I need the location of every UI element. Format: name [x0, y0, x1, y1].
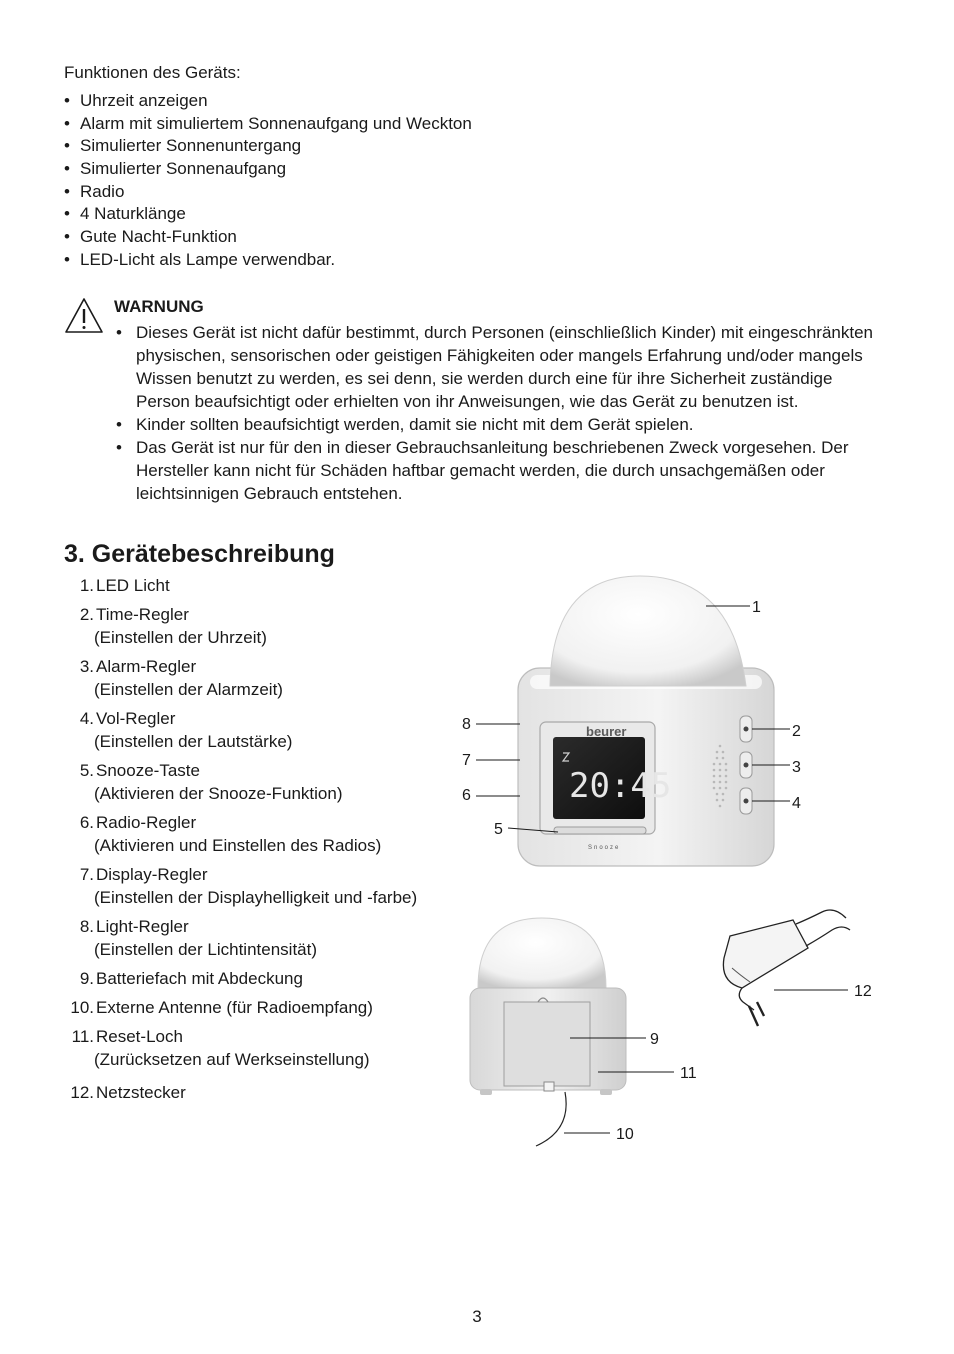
part-description: (Aktivieren und Einstellen des Radios)	[94, 835, 382, 855]
warning-title: WARNUNG	[114, 297, 204, 316]
part-name: LED Licht	[96, 576, 170, 595]
part-number: 3.	[79, 657, 94, 676]
device-illustration	[440, 570, 900, 1170]
display-time: 20:45	[569, 766, 672, 806]
section-title: 3. Gerätebeschreibung	[64, 540, 335, 568]
part-name: Alarm-Regler	[96, 657, 197, 676]
feature-item: • 4 Naturklänge	[64, 203, 472, 226]
part-item	[64, 604, 267, 649]
part-item	[64, 864, 417, 909]
brand-logo: beurer	[586, 724, 627, 739]
part-description: (Einstellen der Displayhelligkeit und -farbe)	[94, 887, 418, 907]
feature-item: • Gute Nacht-Funktion	[64, 226, 472, 249]
part-description: (Einstellen der Uhrzeit)	[94, 627, 267, 647]
part-name: Vol-Regler	[96, 709, 176, 728]
side-buttons	[740, 716, 752, 814]
features-list	[64, 90, 472, 272]
part-description: (Einstellen der Lichtintensität)	[94, 939, 318, 959]
features-intro: Funktionen des Geräts:	[64, 63, 241, 82]
callout-12: 12	[854, 983, 872, 1000]
part-description: (Zurücksetzen auf Werkseinstellung)	[94, 1049, 370, 1069]
feature-item: • Radio	[64, 181, 472, 204]
part-number: 11.	[71, 1027, 94, 1046]
callout-5: 5	[494, 821, 503, 838]
part-number: 12.	[70, 1083, 94, 1102]
callout-2: 2	[792, 723, 801, 740]
feature-item: • Simulierter Sonnenuntergang	[64, 135, 472, 158]
part-name: Netzstecker	[96, 1083, 186, 1102]
antenna-wire	[536, 1092, 566, 1146]
feature-item: • Alarm mit simuliertem Sonnenaufgang und Weckton	[64, 113, 472, 136]
feature-item: • LED-Licht als Lampe verwendbar.	[64, 249, 472, 272]
part-item	[64, 1082, 186, 1105]
part-name: Batteriefach mit Abdeckung	[96, 969, 303, 988]
part-name: Time-Regler	[96, 605, 189, 624]
callout-11: 11	[680, 1065, 697, 1082]
page-number: 3	[472, 1307, 482, 1326]
warning-item: • Dieses Gerät ist nicht dafür bestimmt, durch Personen (einschließlich Kinder) mit eingeschränkten physischen, sensorischen oder geistigen Fähigkeiten oder mangels Erfahrung und/oder mangels Wissen benutzt zu werden, es sei denn, sie werden durch eine für ihre Sicherheit zuständige Person beaufsichtigt oder erhielten von ihr Anweisungen, wie das Gerät zu benutzen ist.	[114, 321, 884, 413]
part-number: 4.	[79, 709, 94, 728]
callout-3: 3	[792, 759, 801, 776]
part-number: 2.	[79, 605, 94, 624]
part-number: 7.	[79, 865, 94, 884]
part-description: (Einstellen der Alarmzeit)	[94, 679, 283, 699]
part-description: (Aktivieren der Snooze-Funktion)	[94, 783, 343, 803]
device-back	[470, 918, 626, 1146]
warning-item: • Kinder sollten beaufsichtigt werden, damit sie nicht mit dem Gerät spielen.	[114, 413, 884, 436]
part-description: (Einstellen der Lautstärke)	[94, 731, 293, 751]
part-number: 1.	[79, 576, 94, 595]
part-item	[64, 760, 343, 805]
callout-8: 8	[462, 716, 471, 733]
callout-9: 9	[650, 1031, 659, 1048]
part-name: Externe Antenne (für Radioempfang)	[96, 998, 373, 1017]
part-name: Light-Regler	[96, 917, 189, 936]
part-number: 8.	[79, 917, 94, 936]
part-number: 9.	[79, 969, 94, 988]
part-name: Display-Regler	[96, 865, 208, 884]
part-item	[64, 1026, 370, 1071]
feature-item: • Simulierter Sonnenaufgang	[64, 158, 472, 181]
warning-item: • Das Gerät ist nur für den in dieser Gebrauchsanleitung beschriebenen Zweck vorgesehen. Der Hersteller kann nicht für Schäden haftbar gemacht werden, die durch unsachgemäßen oder leichtsinnigen Gebrauch entstehen.	[114, 436, 884, 505]
part-item	[64, 997, 373, 1020]
part-item	[64, 656, 283, 701]
callout-1: 1	[752, 599, 761, 616]
part-number: 6.	[79, 813, 94, 832]
part-item	[64, 708, 292, 753]
part-number: 5.	[79, 761, 94, 780]
snooze-label: Snooze	[588, 845, 621, 851]
part-name: Radio-Regler	[96, 813, 197, 832]
part-item	[64, 916, 317, 961]
warning-triangle-icon	[64, 296, 104, 336]
callout-10: 10	[616, 1126, 634, 1143]
part-name: Snooze-Taste	[96, 761, 200, 780]
callout-7: 7	[462, 752, 471, 769]
power-plug	[723, 910, 850, 1026]
callout-6: 6	[462, 787, 471, 804]
part-item	[64, 968, 303, 991]
part-name: Reset-Loch	[96, 1027, 183, 1046]
feature-item: • Uhrzeit anzeigen	[64, 90, 472, 113]
device-front	[518, 576, 774, 866]
callout-4: 4	[792, 795, 801, 812]
part-number: 10.	[70, 998, 94, 1017]
part-item	[64, 812, 381, 857]
warning-list	[114, 321, 884, 505]
part-item	[64, 575, 170, 598]
